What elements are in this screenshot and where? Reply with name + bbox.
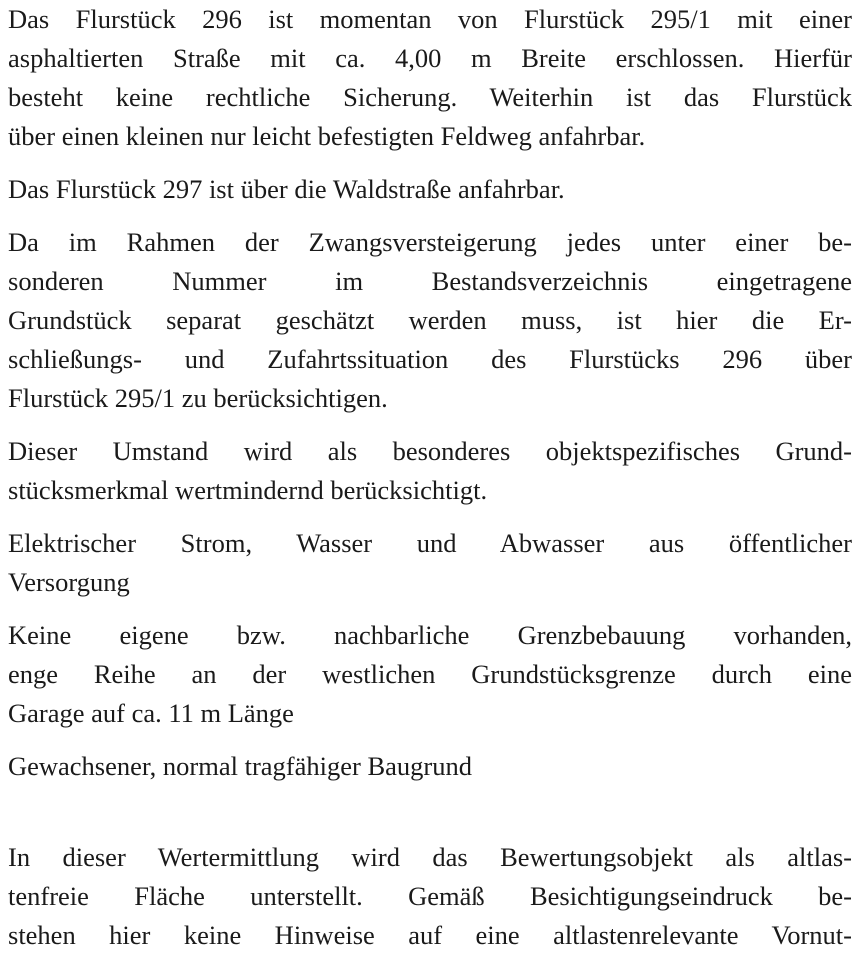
paragraph-erschliessung-296: [8, 0, 852, 156]
text-line: Elektrischer Strom, Wasser und Abwasser aus öffentlicher: [8, 528, 852, 558]
text-line: Versorgung: [8, 567, 130, 597]
text-line: Keine eigene bzw. nachbarliche Grenzbebauung vorhanden,: [8, 620, 852, 650]
paragraph-altlasten: [8, 838, 852, 955]
text-line: sonderen Nummer im Bestandsverzeichnis eingetragene: [8, 266, 852, 296]
text-line: Das Flurstück 297 ist über die Waldstraße anfahrbar.: [8, 174, 565, 204]
text-line: asphaltierten Straße mit ca. 4,00 m Breite erschlossen. Hierfür: [8, 43, 852, 73]
paragraph-baugrund: [8, 747, 852, 786]
text-line: enge Reihe an der westlichen Grundstücksgrenze durch eine: [8, 659, 852, 689]
paragraph-grenzbebauung: [8, 616, 852, 733]
text-line: über einen kleinen nur leicht befestigten Feldweg anfahrbar.: [8, 121, 646, 151]
text-line: besteht keine rechtliche Sicherung. Weiterhin ist das Flurstück: [8, 82, 852, 112]
text-line: In dieser Wertermittlung wird das Bewertungsobjekt als altlas-: [8, 842, 852, 872]
text-line: Gewachsener, normal tragfähiger Baugrund: [8, 751, 472, 781]
paragraph-umstand: [8, 432, 852, 510]
text-line: Da im Rahmen der Zwangsversteigerung jedes unter einer be-: [8, 227, 852, 257]
text-line: stücksmerkmal wertmindernd berücksichtigt.: [8, 475, 488, 505]
text-line: Garage auf ca. 11 m Länge: [8, 698, 294, 728]
text-line: schließungs- und Zufahrtssituation des Flurstücks 296 über: [8, 344, 852, 374]
text-line: Dieser Umstand wird als besonderes objektspezifisches Grund-: [8, 436, 852, 466]
paragraph-zwangsversteigerung: [8, 223, 852, 418]
text-line: Grundstück separat geschätzt werden muss, ist hier die Er-: [8, 305, 852, 335]
document-page: [8, 0, 852, 955]
text-line: stehen hier keine Hinweise auf eine altlastenrelevante Vornut-: [8, 920, 852, 950]
paragraph-versorgung: [8, 524, 852, 602]
text-line: tenfreie Fläche unterstellt. Gemäß Besichtigungseindruck be-: [8, 881, 852, 911]
paragraph-erschliessung-297: [8, 170, 852, 209]
text-line: Das Flurstück 296 ist momentan von Flurstück 295/1 mit einer: [8, 4, 852, 34]
text-line: Flurstück 295/1 zu berücksichtigen.: [8, 383, 388, 413]
